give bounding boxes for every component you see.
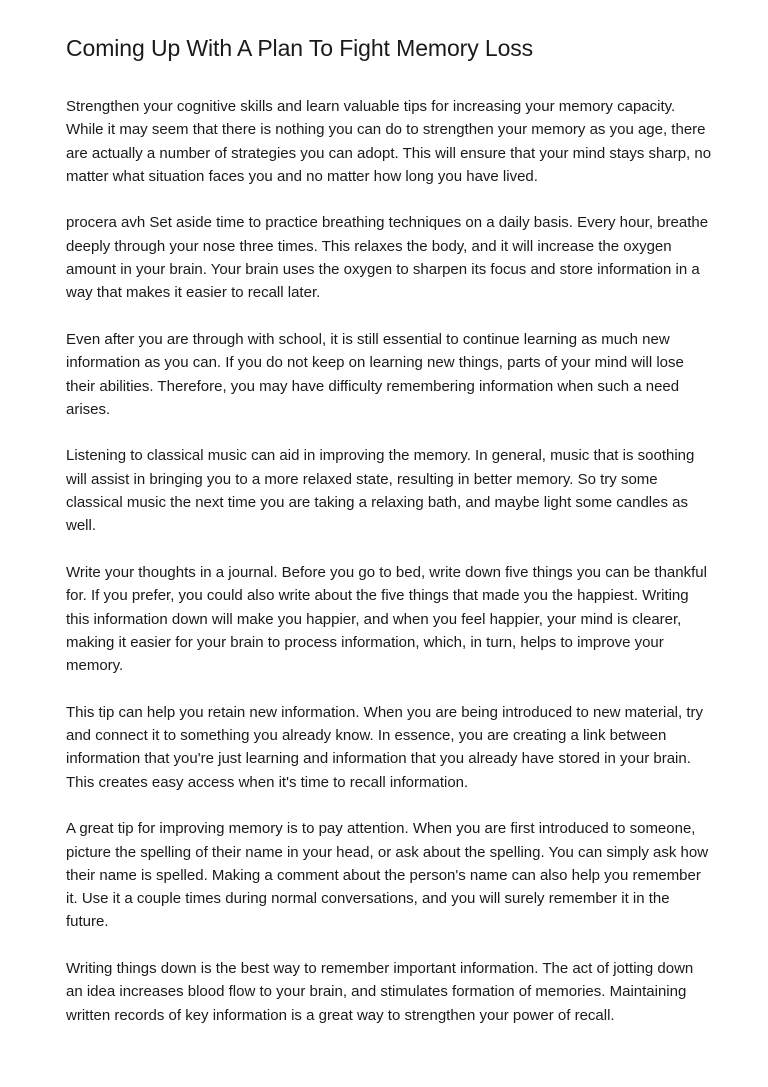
paragraph-writing: Writing things down is the best way to remember important information. The act of jotting down an idea increases blood flow to your brain, and stimulates formation of memories. Maintaining written records of key information is a great way to strengthen your power of recall.: [66, 959, 694, 1024]
paragraph-journal: Write your thoughts in a journal. Before you go to bed, write down five things you can be thankful for. If you prefer, you could also write about the five things that made you the happiest. Writing this information down will make you happier, and when you feel happier, your mind is clearer, making it easier for your brain to process information, which, in turn, helps to improve your memory.: [66, 563, 707, 675]
document-page: [66, 30, 714, 1050]
paragraph-attention: A great tip for improving memory is to pay attention. When you are first introduced to someone, picture the spelling of their name in your head, or ask about the spelling. You can simply ask how their name is spelled. Making a comment about the person's name can also help you remember it. Use it a couple times during normal conversations, and you will surely remember it in the future.: [66, 820, 709, 931]
paragraph-intro: Strengthen your cognitive skills and learn valuable tips for increasing your memory capacity. While it may seem that there is nothing you can do to strengthen your memory as you age, there are actually a number of strategies you can adopt. This will ensure that your mind stays sharp, no matter what situation faces you and no matter how long you have lived.: [66, 98, 712, 185]
paragraph-music: Listening to classical music can aid in improving the memory. In general, music that is soothing will assist in bringing you to a more relaxed state, resulting in better memory. So try some classical music the next time you are taking a relaxing bath, and maybe light some candles as well.: [66, 447, 695, 535]
paragraph-learning: Even after you are through with school, it is still essential to continue learning as much new information as you can. If you do not keep on learning new things, parts of your mind will lose their abilities. Therefore, you may have difficulty remembering information when such a need arises.: [66, 330, 684, 418]
paragraph-connect: This tip can help you retain new information. When you are being introduced to new material, try and connect it to something you already know. In essence, you are creating a link between information that you're just learning and information that you already have stored in your brain. This creates easy access when it's time to recall information.: [66, 703, 704, 791]
paragraph-breathing: procera avh Set aside time to practice breathing techniques on a daily basis. Every hour, breathe deeply through your nose three times. This relaxes the body, and it will increase the oxygen amount in your brain. Your brain uses the oxygen to sharpen its focus and store information in a way that makes it easier to recall later.: [66, 214, 709, 302]
document-title: Coming Up With A Plan To Fight Memory Loss: [66, 35, 534, 61]
